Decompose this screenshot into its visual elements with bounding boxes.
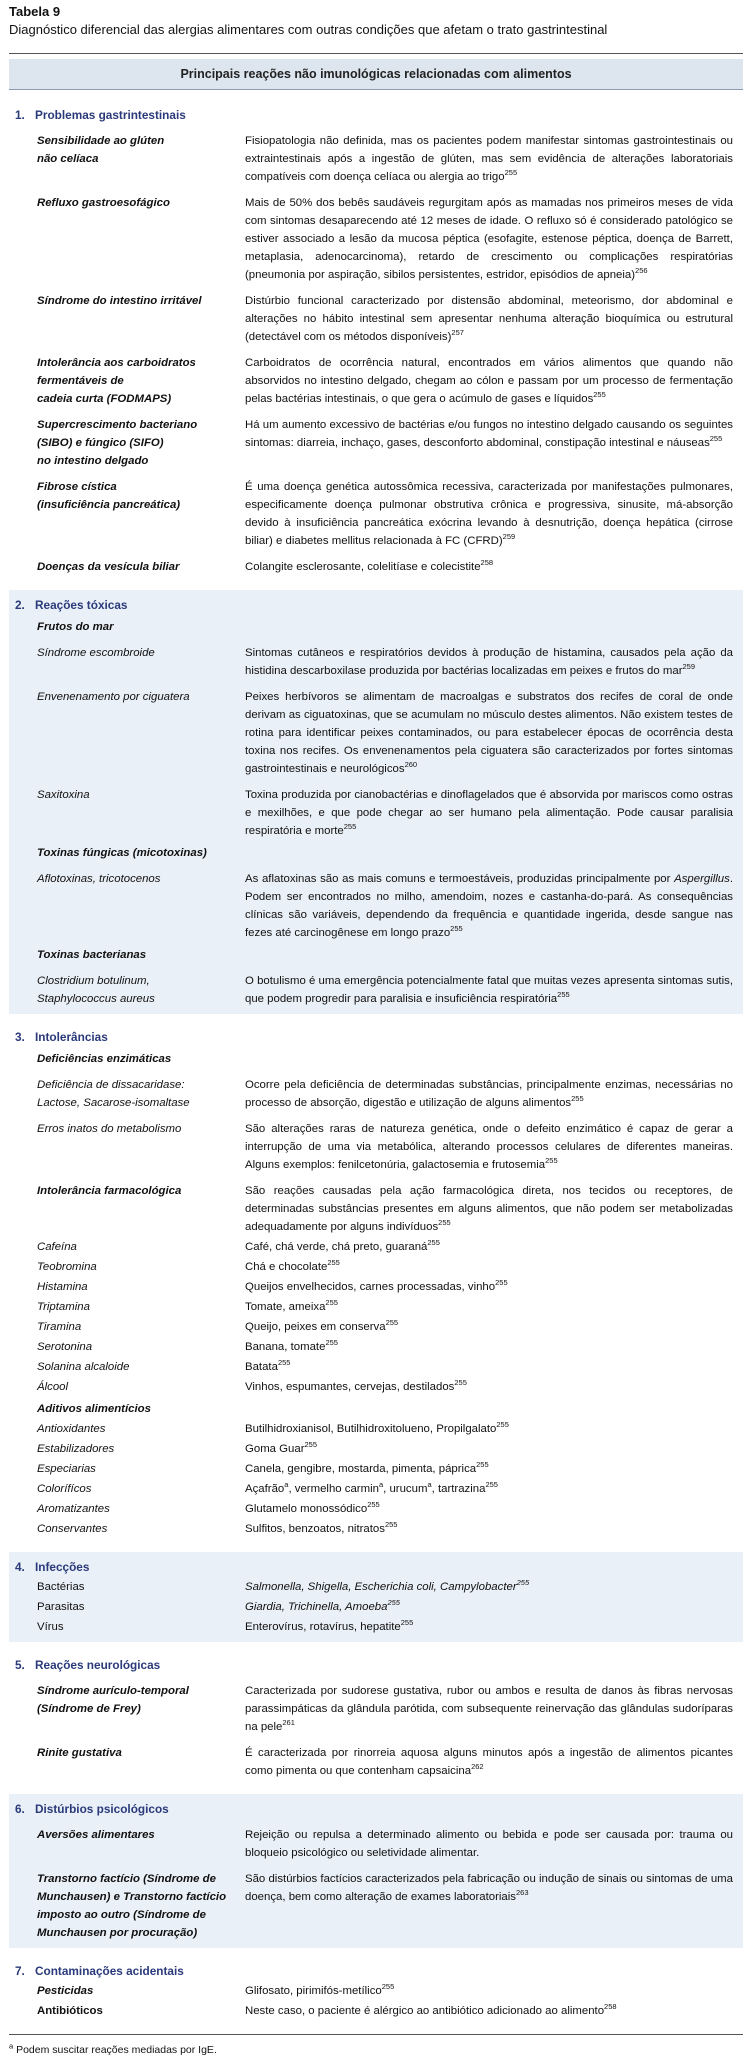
- table-row: [9, 194, 743, 284]
- row-description: [239, 132, 733, 186]
- table-row: [9, 558, 743, 576]
- row-description: [239, 478, 733, 550]
- row-label: Clostridium botulinum, Staphylococcus aureus: [37, 975, 155, 1005]
- table-row: [9, 1744, 743, 1780]
- group-heading: Aditivos alimentícios: [37, 1403, 151, 1415]
- row-label: Estabilizadores: [37, 1443, 115, 1455]
- row-label: Cafeína: [37, 1241, 77, 1253]
- reference-number: 255: [516, 1578, 530, 1588]
- description-text: Fisiopatologia não definida, mas os pacientes podem manifestar sintomas gastrointestinais ou extraintestinais após a ingestão de glúten, mas sem evidência de alterações laboratoriais compatíveis com doença celíaca ou alergia ao trigo: [245, 135, 733, 183]
- section-6: [9, 1794, 743, 1948]
- description-text: Café, chá verde, chá preto, guaraná: [245, 1241, 428, 1253]
- row-label: Sensibilidade ao glúten não celíaca: [37, 135, 165, 165]
- section-heading: [9, 1558, 743, 1576]
- reference-number: 255: [450, 924, 463, 934]
- group-heading: Toxinas fúngicas (micotoxinas): [37, 847, 207, 859]
- reference-number: 255: [387, 1598, 400, 1608]
- table-row: [9, 1420, 743, 1438]
- table-row: [9, 416, 743, 470]
- table-row: [9, 1318, 743, 1336]
- row-label: Supercrescimento bacteriano (SIBO) e fúngico (SIFO) no intestino delgado: [37, 419, 198, 467]
- section-number: 3.: [15, 1030, 25, 1044]
- row-label: Parasitas: [37, 1601, 85, 1613]
- footnote-mark: a: [9, 2041, 14, 2051]
- table-row: [9, 1238, 743, 1256]
- table-row: [9, 1440, 743, 1458]
- row-description: [239, 354, 733, 408]
- table-row: [9, 478, 743, 550]
- row-description: [239, 558, 733, 576]
- description-text: O botulismo é uma emergência potencialmente fatal que muitas vezes apresenta sintomas sutis, que podem progredir para paralisia e insuficiência respiratória: [245, 975, 733, 1005]
- top-rule: [9, 53, 743, 54]
- reference-number: 258: [604, 2002, 617, 2012]
- row-description: [239, 972, 733, 1008]
- table-row: [9, 1298, 743, 1316]
- section-title: Intolerâncias: [35, 1030, 108, 1044]
- table-row: [9, 688, 743, 778]
- table-row: [9, 1682, 743, 1736]
- row-description: [239, 1420, 733, 1438]
- table-row: [9, 1076, 743, 1112]
- reference-number: 263: [516, 1888, 529, 1898]
- reference-number: 260: [404, 760, 418, 770]
- reference-number: 255: [504, 168, 518, 178]
- row-description: [239, 1598, 733, 1616]
- description-text: Chá e chocolate: [245, 1261, 328, 1273]
- reference-number: 255: [545, 1156, 558, 1166]
- table-row: [9, 292, 743, 346]
- row-label: Envenenamento por ciguatera: [37, 691, 190, 703]
- row-description: [239, 1744, 733, 1780]
- table-row: [9, 354, 743, 408]
- section-5: [9, 1650, 743, 1786]
- section-heading: [9, 1656, 743, 1674]
- table-row: [9, 1870, 743, 1942]
- description-text: Sulfitos, benzoatos, nitratos: [245, 1523, 385, 1535]
- reference-number: 257: [451, 328, 464, 338]
- description-text: Colangite esclerosante, colelitíase e colecistite: [245, 561, 481, 573]
- row-description: [239, 1238, 733, 1256]
- row-label: Síndrome aurículo-temporal (Síndrome de Frey): [37, 1685, 189, 1715]
- description-text: É uma doença genética autossômica recessiva, caracterizada por manifestações pulmonares, especificamente doença pulmonar obstrutiva crônica e progressiva, sinusite, má-absorção devido à insuficiência pancreática exócrina levando à desnutrição, doença hepática (cirrose biliar) e diabetes mellitus relacionada à FC (CFRD): [245, 481, 733, 547]
- table-row: [9, 1578, 743, 1596]
- table-row: [9, 1618, 743, 1636]
- group-heading: Toxinas bacterianas: [37, 949, 147, 961]
- row-label: Aflotoxinas, tricotocenos: [37, 873, 161, 885]
- description-text: Caracterizada por sudorese gustativa, rubor ou ambos e resulta de danos às fibras nervosas parassimpáticas da glândula parótida, com subsequente reinervação das glândulas sudoríparas na pele: [245, 1685, 733, 1733]
- description-text: Há um aumento excessivo de bactérias e/ou fungos no intestino delgado causando os seguintes sintomas: diarreia, inchaço, gases, desconforto abdominal, constipação intestinal e náuseas: [245, 419, 733, 449]
- section-2: [9, 590, 743, 1014]
- reference-number: 258: [480, 558, 494, 568]
- row-description: [239, 1182, 733, 1236]
- reference-number: 255: [496, 1420, 509, 1430]
- table-caption: Diagnóstico diferencial das alergias alimentares com outras condições que afetam o trato gastrintestinal: [9, 22, 608, 37]
- row-label: Rinite gustativa: [37, 1747, 122, 1759]
- description-text: Distúrbio funcional caracterizado por distensão abdominal, meteorismo, dor abdominal e alterações no hábito intestinal sem apresentar nenhuma alteração bioquímica ou estrutural (detectável com os métodos disponíveis): [245, 295, 733, 343]
- section-number: 4.: [15, 1560, 25, 1574]
- section-1: [9, 100, 743, 582]
- reference-number: 255: [593, 390, 606, 400]
- table-body: [9, 100, 743, 2026]
- reference-number: 255: [277, 1358, 291, 1368]
- row-description: Açafrão$^a$, vermelho carmin$^a$, urucum$^a$, tartrazina$^{255}$: [245, 1480, 498, 1495]
- row-label: Vírus: [37, 1621, 64, 1633]
- row-description: [239, 644, 733, 680]
- description-text: Ocorre pela deficiência de determinadas substâncias, principalmente enzimas, necessárias no processo de absorção, digestão e utilização de alguns alimentos: [245, 1079, 733, 1109]
- table-row: [9, 1278, 743, 1296]
- description-text: Carboidratos de ocorrência natural, encontrados em vários alimentos que quando não absorvidos no intestino delgado, chegam ao cólon e passam por um processo de fermentação pelas bactérias intestinais, o que gera o acúmulo de gases e líquidos: [245, 357, 733, 405]
- section-number: 6.: [15, 1802, 25, 1816]
- row-label: Refluxo gastroesofágico: [37, 197, 170, 209]
- section-heading: [9, 1962, 743, 1980]
- description-text: Glutamelo monossódico: [245, 1503, 368, 1515]
- section-heading: [9, 596, 743, 614]
- reference-number: 255: [438, 1218, 451, 1228]
- row-description: [239, 1682, 733, 1736]
- description-text: Goma Guar: [245, 1443, 305, 1455]
- description-text: Batata: [245, 1361, 278, 1373]
- row-description: [239, 1338, 733, 1356]
- row-description: [239, 1378, 733, 1396]
- reference-number: 255: [571, 1094, 584, 1104]
- section-number: 7.: [15, 1964, 25, 1978]
- row-label: Álcool: [37, 1381, 69, 1393]
- row-label: Síndrome escombroide: [37, 647, 155, 659]
- reference-number: 255: [385, 1318, 399, 1328]
- reference-number: 255: [400, 1618, 414, 1628]
- reference-number: 255: [367, 1500, 380, 1510]
- table-row: [9, 644, 743, 680]
- row-description: [239, 688, 733, 778]
- section-3: [9, 1022, 743, 1544]
- description-text: . Podem ser encontrados no milho, amendoim, nozes e castanha-do-pará. As consequências clínicas são variáveis, dependendo da frequência e quantidade ingerida, desde sangue nas fezes até carcinogênese em longo prazo: [245, 873, 733, 939]
- row-label: Bactérias: [37, 1581, 85, 1593]
- reference-number: 255: [384, 1520, 398, 1530]
- row-label: Saxitoxina: [37, 789, 90, 801]
- row-label: Especiarias: [37, 1463, 96, 1475]
- reference-number: 255: [325, 1298, 338, 1308]
- section-heading: [9, 1800, 743, 1818]
- row-label: Intolerância farmacológica: [37, 1185, 182, 1197]
- bottom-rule: [9, 2034, 743, 2035]
- row-label: Solanina alcaloide: [37, 1361, 130, 1373]
- description-text: Sintomas cutâneos e respiratórios devidos à produção de histamina, causados pela ação da histidina descarboxilase produzida por bactérias localizadas em peixes e frutos do mar: [245, 647, 733, 677]
- row-description: [239, 194, 733, 284]
- group-heading: Frutos do mar: [37, 621, 114, 633]
- row-label: Pesticidas: [37, 1985, 94, 1997]
- row-description: [239, 1298, 733, 1316]
- reference-number: 255: [327, 1258, 340, 1268]
- row-label: Histamina: [37, 1281, 88, 1293]
- section-number: 5.: [15, 1658, 25, 1672]
- table-row: [9, 1480, 743, 1498]
- row-description: [239, 1870, 733, 1942]
- row-description: [239, 1520, 733, 1538]
- row-label: Fibrose cística (insuficiência pancreática): [37, 481, 181, 511]
- footnote-text: Podem suscitar reações mediadas por IgE.: [13, 2044, 217, 2056]
- table-label: Tabela 9: [9, 4, 61, 19]
- description-text: Butilhidroxianisol, Butilhidroxitolueno, Propilgalato: [245, 1423, 497, 1435]
- table-row: [9, 1826, 743, 1862]
- footnote: [9, 2041, 743, 2059]
- row-description: [239, 1982, 733, 2000]
- table-row: [9, 2002, 743, 2020]
- row-label: Deficiência de dissacaridase: Lactose, Sacarose-isomaltase: [37, 1079, 190, 1109]
- row-description: [239, 1440, 733, 1458]
- description-text: São reações causadas pela ação farmacológica direta, nos tecidos ou receptores, de determinadas substâncias presentes em alguns alimentos, que não podem ser metabolizadas adequadamente por alguns indivíduos: [245, 1185, 733, 1233]
- reference-number: 255: [343, 822, 357, 832]
- table-row: [9, 1182, 743, 1236]
- row-description: [239, 416, 733, 470]
- description-text: Peixes herbívoros se alimentam de macroalgas e substratos dos recifes de coral de onde derivam as ciguatoxinas, que se acumulam no músculo destes alimentos. Não existem testes de rotina para identificar peixes contaminados, ou para estabelecer épocas de ocorrência desta toxina nos recifes. Os envenenamentos pela ciguatera são caracterizados por fortes sintomas gastrointestinais e neurológicos: [245, 691, 733, 775]
- section-heading: [9, 106, 743, 124]
- row-description: [239, 870, 733, 942]
- table-row: [9, 786, 743, 840]
- table-row: [9, 1500, 743, 1518]
- description-text: Glifosato, pirimifós-metílico: [245, 1985, 382, 1997]
- reference-number: 255: [427, 1238, 440, 1248]
- row-label: Antioxidantes: [37, 1423, 106, 1435]
- section-title: Distúrbios psicológicos: [35, 1802, 169, 1816]
- description-text: Vinhos, espumantes, cervejas, destilados: [245, 1381, 455, 1393]
- row-label: Serotonina: [37, 1341, 93, 1353]
- reference-number: 255: [381, 1982, 395, 1992]
- row-label: Antibióticos: [37, 2005, 103, 2017]
- description-text: São distúrbios factícios caracterizados pela fabricação ou indução de sinais ou sintomas de uma doença, bem como alteração de exames laboratoriais: [245, 1873, 733, 1903]
- description-text: Neste caso, o paciente é alérgico ao antibiótico adicionado ao alimento: [245, 2005, 605, 2017]
- row-label: Aromatizantes: [37, 1503, 110, 1515]
- section-7: [9, 1956, 743, 2026]
- table-row: [9, 1358, 743, 1376]
- reference-number: 255: [709, 434, 723, 444]
- reference-number: 255: [495, 1278, 508, 1288]
- row-description: [239, 1500, 733, 1518]
- description-text: Giardia, Trichinella, Amoeba: [245, 1601, 388, 1613]
- table-row: [9, 870, 743, 942]
- row-description: [239, 1120, 733, 1174]
- reference-number: 255: [325, 1338, 338, 1348]
- table-banner: Principais reações não imunológicas relacionadas com alimentos: [9, 59, 743, 90]
- description-text: As aflatoxinas são as mais comuns e termoestáveis, produzidas principalmente por: [245, 873, 675, 885]
- row-label: Doenças da vesícula biliar: [37, 561, 180, 573]
- description-text: Tomate, ameixa: [245, 1301, 326, 1313]
- description-text: Banana, tomate: [245, 1341, 326, 1353]
- table-row: [9, 1520, 743, 1538]
- reference-number: 256: [635, 266, 648, 276]
- row-description: [239, 1578, 733, 1596]
- row-description: [239, 1258, 733, 1276]
- section-title: Infecções: [35, 1560, 90, 1574]
- row-description: [239, 1318, 733, 1336]
- section-title: Reações neurológicas: [35, 1658, 161, 1672]
- reference-number: 255: [476, 1460, 489, 1470]
- row-description: [239, 2002, 733, 2020]
- table-row: [9, 132, 743, 186]
- row-description: [239, 786, 733, 840]
- row-description: [239, 1618, 733, 1636]
- description-text: Salmonella, Shigella, Escherichia coli, Campylobacter: [245, 1581, 517, 1593]
- description-text: Queijo, peixes em conserva: [245, 1321, 386, 1333]
- description-emphasis: Aspergillus: [674, 873, 730, 885]
- row-label: Triptamina: [37, 1301, 90, 1313]
- table-row: [9, 972, 743, 1008]
- row-label: Teobromina: [37, 1261, 97, 1273]
- row-label: Conservantes: [37, 1523, 108, 1535]
- reference-number: 259: [502, 532, 516, 542]
- section-title: Reações tóxicas: [35, 598, 128, 612]
- row-label: Erros inatos do metabolismo: [37, 1123, 182, 1135]
- description-text: Mais de 50% dos bebês saudáveis regurgitam após as mamadas nos primeiros meses de vida com sintomas desaparecendo até 12 meses de idade. O refluxo só é considerado patológico se estiver associado a lesão da mucosa péptica (esofagite, estenose péptica, doença de Barrett, metaplasia, adenocarcinoma), retardo de crescimento ou complicações respiratórias (pneumonia por aspiração, sibilos persistentes, estridor, episódios de apneia): [245, 197, 733, 281]
- table-row: [9, 1378, 743, 1396]
- description-text: Canela, gengibre, mostarda, pimenta, páprica: [245, 1463, 477, 1475]
- row-label: Intolerância aos carboidratos fermentáveis de cadeia curta (FODMAPS): [37, 357, 196, 405]
- row-label: Síndrome do intestino irritável: [37, 295, 202, 307]
- description-text: São alterações raras de natureza genética, onde o defeito enzimático é capaz de gerar a interrupção de uma via metabólica, alterando processos celulares de diferentes maneiras. Alguns exemplos: fenilcetonúria, galactosemia e frutosemia: [245, 1123, 733, 1171]
- row-label: Colorífícos: [37, 1483, 92, 1495]
- description-text: Enterovírus, rotavírus, hepatite: [245, 1621, 401, 1633]
- table-row: [9, 1338, 743, 1356]
- row-description: [239, 1826, 733, 1862]
- row-description: [239, 1076, 733, 1112]
- description-text: Rejeição ou repulsa a determinado alimento ou bebida e pode ser causada por: trauma ou bloqueio psicológico ou seletividade alimentar.: [245, 1829, 733, 1859]
- reference-number: 261: [282, 1718, 295, 1728]
- section-title: Contaminações acidentais: [35, 1964, 184, 1978]
- section-heading: [9, 1028, 743, 1046]
- reference-number: 255: [304, 1440, 318, 1450]
- row-label: Tiramina: [37, 1321, 82, 1333]
- table-row: [9, 1460, 743, 1478]
- reference-number: 255: [454, 1378, 467, 1388]
- row-description: [239, 1460, 733, 1478]
- reference-number: 259: [682, 662, 696, 672]
- description-text: Queijos envelhecidos, carnes processadas, vinho: [245, 1281, 496, 1293]
- table-row: [9, 1120, 743, 1174]
- description-text: É caracterizada por rinorreia aquosa alguns minutos após a ingestão de alimentos picantes como pimenta ou que contenham capsaicina: [245, 1747, 733, 1777]
- section-title: Problemas gastrintestinais: [35, 108, 186, 122]
- table-row: [9, 1598, 743, 1616]
- row-description: [239, 1358, 733, 1376]
- row-description: [239, 1278, 733, 1296]
- table-container: [9, 0, 743, 2059]
- section-4: [9, 1552, 743, 1642]
- table-row: [9, 1258, 743, 1276]
- reference-number: 255: [557, 990, 570, 1000]
- row-label: Transtorno factício (Síndrome de Munchausen) e Transtorno factício imposto ao outro (Síndrome de Munchausen por procuração): [37, 1873, 227, 1939]
- description-text: Toxina produzida por cianobactérias e dinoflagelados que é absorvida por mariscos como ostras e mexilhões, e que pode chegar ao ser humano pela alimentação. Pode causar paralisia respiratória e morte: [245, 789, 733, 837]
- group-heading: Deficiências enzimáticas: [37, 1053, 172, 1065]
- row-description: [239, 292, 733, 346]
- section-number: 1.: [15, 108, 25, 122]
- section-number: 2.: [15, 598, 25, 612]
- row-label: Aversões alimentares: [37, 1829, 155, 1841]
- table-row: [9, 1982, 743, 2000]
- reference-number: 262: [471, 1762, 484, 1772]
